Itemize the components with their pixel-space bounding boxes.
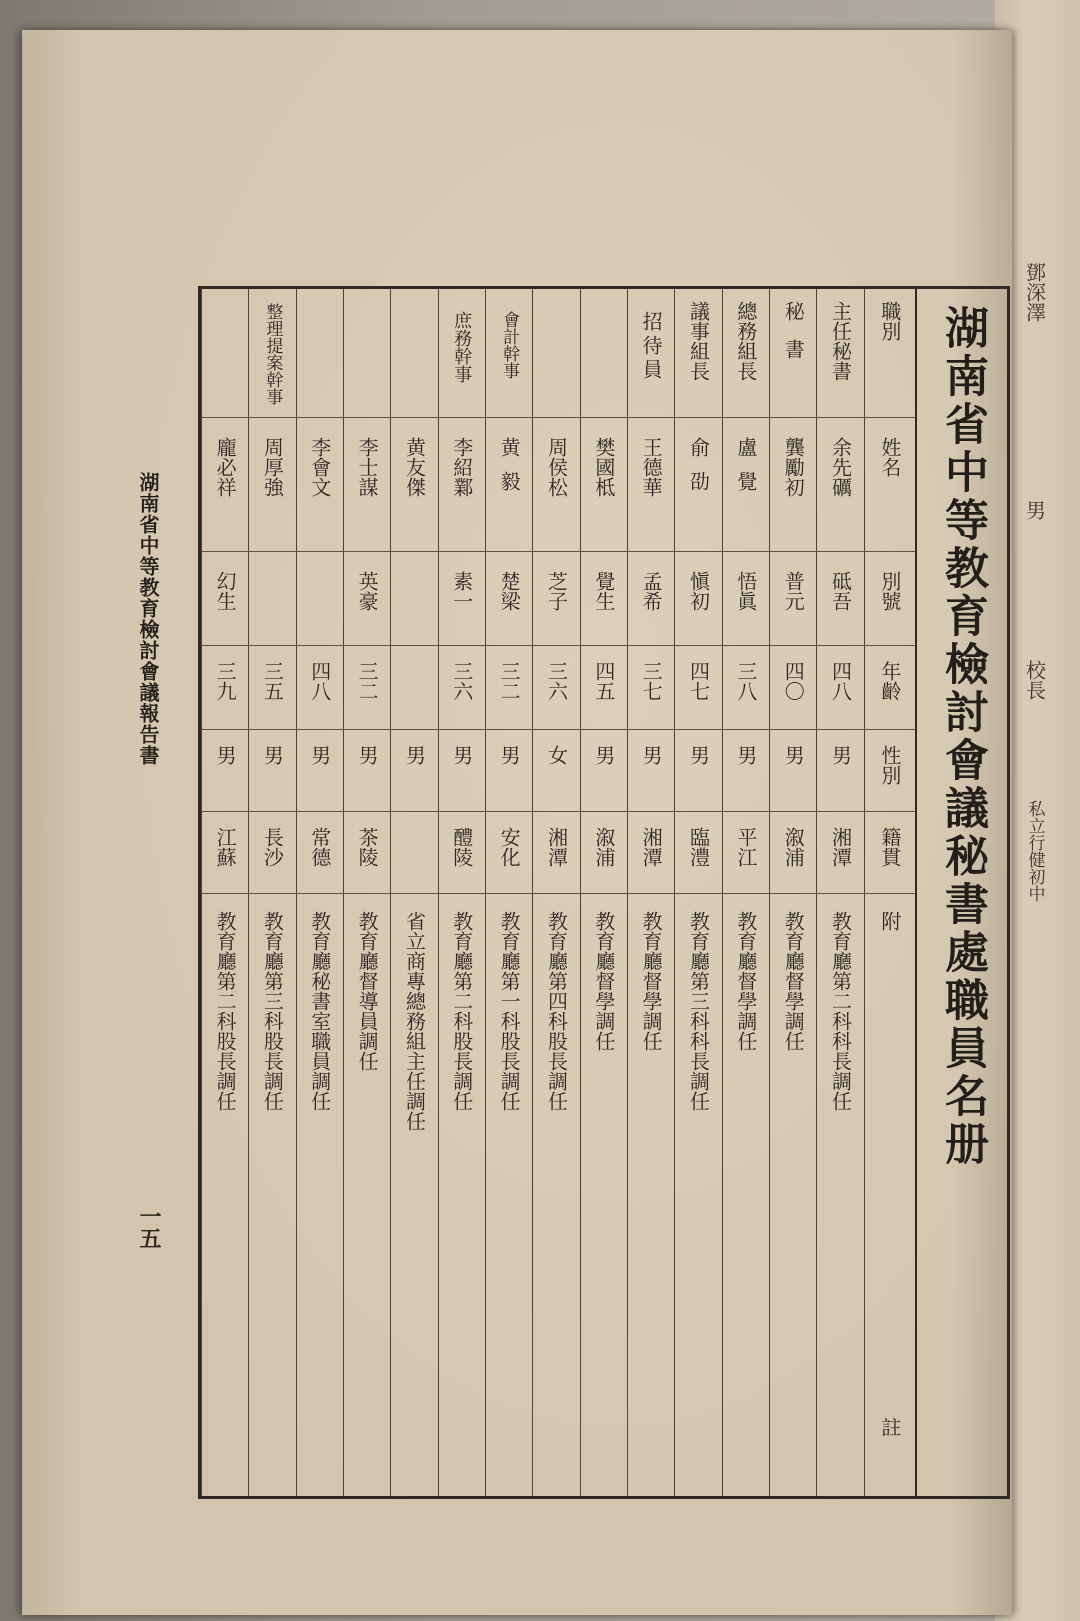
header-note-top: 附: [877, 911, 902, 931]
rule-line: [201, 729, 915, 730]
next-page-sex: 男: [1022, 500, 1047, 520]
row-note: 教育廳督學調任: [781, 911, 806, 1051]
header-alias: 別號: [877, 571, 902, 611]
row-note: 教育廳督學調任: [733, 911, 758, 1051]
header-note-bottom: 註: [877, 1417, 902, 1437]
row-name: 盧覺: [733, 437, 758, 505]
row-note: 省立商專總務組主任調任: [402, 911, 427, 1131]
row-origin: 安化: [497, 827, 522, 867]
row-alias: 覺生: [591, 571, 616, 611]
row-origin: 常德: [307, 827, 332, 867]
row-age: 四五: [591, 661, 616, 701]
row-alias: 悟眞: [733, 571, 758, 611]
row-note: 教育廳第二科科長調任: [828, 911, 853, 1111]
next-page-school: 私立行健初中: [1024, 800, 1045, 902]
row-alias: 英豪: [355, 571, 380, 611]
rule-line: [201, 645, 915, 646]
row-origin: 溆浦: [781, 827, 806, 867]
page-title: 湖南省中等教育檢討會議秘書處職員名册: [937, 305, 988, 1169]
row-sex: 男: [591, 745, 616, 765]
page-number: 一五: [136, 1205, 162, 1249]
row-age: 四八: [307, 661, 332, 701]
roster-table: [201, 289, 915, 1496]
roster-frame: [198, 286, 1010, 1499]
row-alias: 普元: [781, 571, 806, 611]
row-origin: 長沙: [260, 827, 285, 867]
row-age: 三九: [213, 661, 238, 701]
row-name: 樊國柢: [591, 437, 616, 497]
header-name: 姓名: [877, 437, 902, 477]
row-origin: 江蘇: [213, 827, 238, 867]
row-name: 李紹鄴: [449, 437, 474, 497]
row-position: 秘書: [781, 301, 806, 377]
row-sex: 男: [497, 745, 522, 765]
row-sex: 男: [402, 745, 427, 765]
rule-line: [201, 551, 915, 552]
row-note: 教育廳督導員調任: [355, 911, 380, 1071]
row-age: 三二: [497, 661, 522, 701]
row-name: 周侯松: [544, 437, 569, 497]
book-page: [22, 30, 1012, 1615]
row-sex: 男: [260, 745, 285, 765]
row-note: 教育廳秘書室職員調任: [307, 911, 332, 1111]
row-sex: 男: [449, 745, 474, 765]
row-name: 李會文: [307, 437, 332, 497]
row-origin: 茶陵: [355, 827, 380, 867]
row-alias: 芝子: [544, 571, 569, 611]
row-alias: 楚梁: [497, 571, 522, 611]
row-age: 四〇: [781, 661, 806, 701]
row-position: 議事組長: [686, 301, 711, 381]
row-sex: 男: [307, 745, 332, 765]
header-sex: 性別: [877, 745, 902, 785]
row-age: 三二: [355, 661, 380, 701]
row-sex: 女: [544, 745, 569, 765]
header-position: 職別: [877, 301, 902, 341]
row-sex: 男: [639, 745, 664, 765]
row-note: 教育廳第四科股長調任: [544, 911, 569, 1111]
row-alias: 愼初: [686, 571, 711, 611]
row-sex: 男: [828, 745, 853, 765]
row-alias: 幻生: [213, 571, 238, 611]
row-note: 教育廳第三科科長調任: [686, 911, 711, 1111]
row-sex: 男: [213, 745, 238, 765]
rule-line: [201, 893, 915, 894]
row-position: 招待員: [639, 311, 664, 383]
row-position: 庶務幹事: [451, 311, 473, 383]
row-sex: 男: [355, 745, 380, 765]
row-origin: 溆浦: [591, 827, 616, 867]
header-origin: 籍貫: [877, 827, 902, 867]
row-note: 教育廳督學調任: [639, 911, 664, 1051]
row-name: 周厚強: [260, 437, 285, 497]
row-name: 俞劭: [686, 437, 711, 505]
row-age: 三五: [260, 661, 285, 701]
row-age: 三八: [733, 661, 758, 701]
row-sex: 男: [686, 745, 711, 765]
row-name: 龔勵初: [781, 437, 806, 497]
row-origin: 湘潭: [828, 827, 853, 867]
next-page-position: 校長: [1022, 660, 1047, 700]
row-sex: 男: [733, 745, 758, 765]
row-name: 龐必祥: [213, 437, 238, 497]
header-age: 年齡: [877, 661, 902, 701]
row-alias: 素一: [449, 571, 474, 611]
row-name: 李士謀: [355, 437, 380, 497]
row-origin: 湘潭: [639, 827, 664, 867]
row-note: 教育廳第一科股長調任: [497, 911, 522, 1111]
row-note: 教育廳督學調任: [591, 911, 616, 1051]
rule-line: [201, 811, 915, 812]
row-origin: 臨澧: [686, 827, 711, 867]
row-origin: 醴陵: [449, 827, 474, 867]
row-note: 教育廳第二科股長調任: [213, 911, 238, 1111]
row-position: 會計幹事: [499, 311, 520, 379]
row-alias: 孟希: [639, 571, 664, 611]
row-name: 王德華: [639, 437, 664, 497]
row-name: 余先礪: [828, 437, 853, 497]
row-age: 四七: [686, 661, 711, 701]
row-note: 教育廳第二科股長調任: [449, 911, 474, 1111]
row-name: 黄友傑: [402, 437, 427, 497]
title-column: [915, 289, 1007, 1496]
rule-line: [201, 417, 915, 418]
row-note: 教育廳第三科股長調任: [260, 911, 285, 1111]
row-position: 主任秘書: [828, 301, 853, 381]
row-origin: 湘潭: [544, 827, 569, 867]
running-header: 湖南省中等教育檢討會議報告書: [136, 472, 160, 766]
row-sex: 男: [781, 745, 806, 765]
row-alias: 砥吾: [828, 571, 853, 611]
row-position: 總務組長: [733, 301, 758, 381]
row-age: 四八: [828, 661, 853, 701]
row-origin: 平江: [733, 827, 758, 867]
row-name: 黄毅: [497, 437, 522, 505]
next-page-name: 鄧深澤: [1022, 262, 1047, 322]
row-position: 整理提案幹事: [262, 303, 283, 405]
row-age: 三七: [639, 661, 664, 701]
row-age: 三六: [544, 661, 569, 701]
row-age: 三六: [449, 661, 474, 701]
